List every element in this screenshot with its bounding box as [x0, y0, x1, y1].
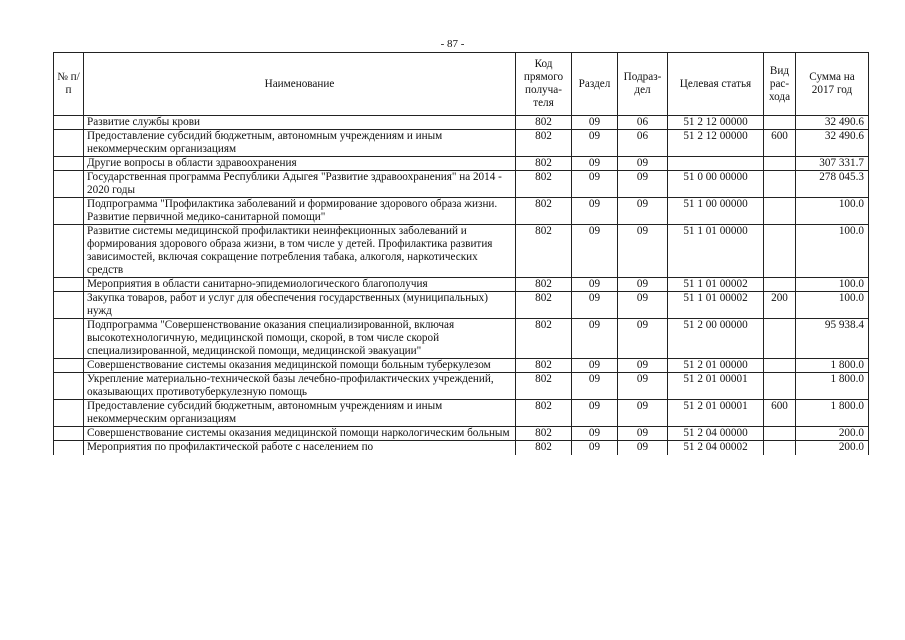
row-name: Предоставление субсидий бюджетным, автономным учреждениям и иным некоммерческим организациям: [84, 130, 516, 157]
table-row: [54, 171, 869, 198]
row-number: [54, 130, 84, 157]
row-number: [54, 198, 84, 225]
row-amount: 200.0: [796, 427, 869, 441]
row-section: 09: [572, 441, 618, 456]
row-amount: 1 800.0: [796, 359, 869, 373]
row-code: 802: [516, 359, 572, 373]
row-target: [668, 157, 764, 171]
row-expense-type: 600: [764, 130, 796, 157]
row-code: 802: [516, 225, 572, 278]
row-name: Развитие системы медицинской профилактики неинфекционных заболеваний и формирования здорового образа жизни, в том числе у детей. Профилактика развития зависимостей, включая сокращение потребления табака, алкоголя, наркотических средств: [84, 225, 516, 278]
row-subsection: 09: [618, 319, 668, 359]
row-number: [54, 359, 84, 373]
row-target: 51 0 00 00000: [668, 171, 764, 198]
row-number: [54, 400, 84, 427]
row-expense-type: [764, 278, 796, 292]
row-number: [54, 171, 84, 198]
row-expense-type: [764, 319, 796, 359]
row-number: [54, 278, 84, 292]
table-row: [54, 319, 869, 359]
header-expense-type: Вид рас-хода: [764, 53, 796, 116]
header-target: Целевая статья: [668, 53, 764, 116]
row-subsection: 09: [618, 441, 668, 456]
row-section: 09: [572, 225, 618, 278]
header-name: Наименование: [84, 53, 516, 116]
page-number: - 87 -: [440, 38, 465, 50]
budget-table: [53, 52, 869, 455]
row-name: Государственная программа Республики Адыгея "Развитие здравоохранения" на 2014 - 2020 годы: [84, 171, 516, 198]
row-target: 51 2 01 00001: [668, 400, 764, 427]
table-row: [54, 116, 869, 130]
table-row: [54, 359, 869, 373]
row-subsection: 09: [618, 157, 668, 171]
row-expense-type: [764, 359, 796, 373]
row-amount: 95 938.4: [796, 319, 869, 359]
table-row: [54, 427, 869, 441]
row-number: [54, 427, 84, 441]
row-subsection: 09: [618, 359, 668, 373]
row-section: 09: [572, 292, 618, 319]
row-subsection: 09: [618, 278, 668, 292]
row-number: [54, 225, 84, 278]
row-amount: 278 045.3: [796, 171, 869, 198]
row-expense-type: [764, 171, 796, 198]
table-row: [54, 157, 869, 171]
row-name: Закупка товаров, работ и услуг для обеспечения государственных (муниципальных) нужд: [84, 292, 516, 319]
row-number: [54, 441, 84, 456]
table-row: [54, 225, 869, 278]
row-target: 51 2 01 00000: [668, 359, 764, 373]
row-code: 802: [516, 441, 572, 456]
row-amount: 32 490.6: [796, 116, 869, 130]
row-section: 09: [572, 198, 618, 225]
row-name: Совершенствование системы оказания медицинской помощи наркологическим больным: [84, 427, 516, 441]
row-amount: 1 800.0: [796, 400, 869, 427]
row-number: [54, 116, 84, 130]
row-code: 802: [516, 130, 572, 157]
table-row: [54, 373, 869, 400]
header-num: № п/п: [54, 53, 84, 116]
table-row: [54, 400, 869, 427]
row-section: 09: [572, 278, 618, 292]
row-name: Развитие службы крови: [84, 116, 516, 130]
row-section: 09: [572, 116, 618, 130]
row-amount: 100.0: [796, 225, 869, 278]
row-target: 51 1 01 00002: [668, 292, 764, 319]
row-target: 51 2 04 00002: [668, 441, 764, 456]
row-code: 802: [516, 319, 572, 359]
row-amount: 100.0: [796, 292, 869, 319]
header-amount: Сумма на 2017 год: [796, 53, 869, 116]
row-name: Совершенствование системы оказания медицинской помощи больным туберкулезом: [84, 359, 516, 373]
header-section: Раздел: [572, 53, 618, 116]
row-number: [54, 292, 84, 319]
table-body: [54, 116, 869, 456]
row-name: Мероприятия в области санитарно-эпидемиологического благополучия: [84, 278, 516, 292]
row-target: 51 2 12 00000: [668, 130, 764, 157]
row-amount: 1 800.0: [796, 373, 869, 400]
row-expense-type: [764, 157, 796, 171]
row-amount: 307 331.7: [796, 157, 869, 171]
table-row: [54, 292, 869, 319]
row-expense-type: [764, 373, 796, 400]
row-name: Предоставление субсидий бюджетным, автономным учреждениям и иным некоммерческим организациям: [84, 400, 516, 427]
row-target: 51 1 00 00000: [668, 198, 764, 225]
row-name: Другие вопросы в области здравоохранения: [84, 157, 516, 171]
row-name: Мероприятия по профилактической работе с населением по: [84, 441, 516, 456]
row-section: 09: [572, 130, 618, 157]
row-section: 09: [572, 373, 618, 400]
row-number: [54, 319, 84, 359]
row-name: Подпрограмма "Профилактика заболеваний и формирование здорового образа жизни. Развитие первичной медико-санитарной помощи": [84, 198, 516, 225]
row-code: 802: [516, 400, 572, 427]
row-subsection: 09: [618, 292, 668, 319]
row-target: 51 2 00 00000: [668, 319, 764, 359]
row-subsection: 06: [618, 116, 668, 130]
table-row: [54, 441, 869, 456]
row-amount: 100.0: [796, 278, 869, 292]
row-section: 09: [572, 400, 618, 427]
row-name: Укрепление материально-технической базы лечебно-профилактических учреждений, оказывающих противотуберкулезную помощь: [84, 373, 516, 400]
row-number: [54, 373, 84, 400]
row-section: 09: [572, 157, 618, 171]
row-expense-type: [764, 427, 796, 441]
row-target: 51 2 12 00000: [668, 116, 764, 130]
row-expense-type: [764, 441, 796, 456]
row-expense-type: 200: [764, 292, 796, 319]
table-row: [54, 130, 869, 157]
row-subsection: 09: [618, 198, 668, 225]
table-row: [54, 278, 869, 292]
row-amount: 32 490.6: [796, 130, 869, 157]
row-expense-type: 600: [764, 400, 796, 427]
row-subsection: 09: [618, 171, 668, 198]
row-section: 09: [572, 319, 618, 359]
row-code: 802: [516, 198, 572, 225]
row-subsection: 09: [618, 400, 668, 427]
row-number: [54, 157, 84, 171]
row-code: 802: [516, 278, 572, 292]
row-amount: 200.0: [796, 441, 869, 456]
row-code: 802: [516, 292, 572, 319]
row-expense-type: [764, 198, 796, 225]
row-code: 802: [516, 157, 572, 171]
row-code: 802: [516, 171, 572, 198]
header-subsection: Подраз-дел: [618, 53, 668, 116]
row-subsection: 06: [618, 130, 668, 157]
row-target: 51 1 01 00002: [668, 278, 764, 292]
row-subsection: 09: [618, 373, 668, 400]
row-section: 09: [572, 171, 618, 198]
row-amount: 100.0: [796, 198, 869, 225]
row-name: Подпрограмма "Совершенствование оказания специализированной, включая высокотехнологичную, медицинской помощи, скорой, в том числе скорой специализированной, медицинской помощи, медицинской эвакуации": [84, 319, 516, 359]
row-expense-type: [764, 225, 796, 278]
row-code: 802: [516, 373, 572, 400]
header-code: Код прямого получа-теля: [516, 53, 572, 116]
row-subsection: 09: [618, 427, 668, 441]
row-section: 09: [572, 427, 618, 441]
row-code: 802: [516, 116, 572, 130]
row-target: 51 2 01 00001: [668, 373, 764, 400]
row-expense-type: [764, 116, 796, 130]
row-target: 51 1 01 00000: [668, 225, 764, 278]
table-row: [54, 198, 869, 225]
row-subsection: 09: [618, 225, 668, 278]
row-target: 51 2 04 00000: [668, 427, 764, 441]
row-code: 802: [516, 427, 572, 441]
row-section: 09: [572, 359, 618, 373]
